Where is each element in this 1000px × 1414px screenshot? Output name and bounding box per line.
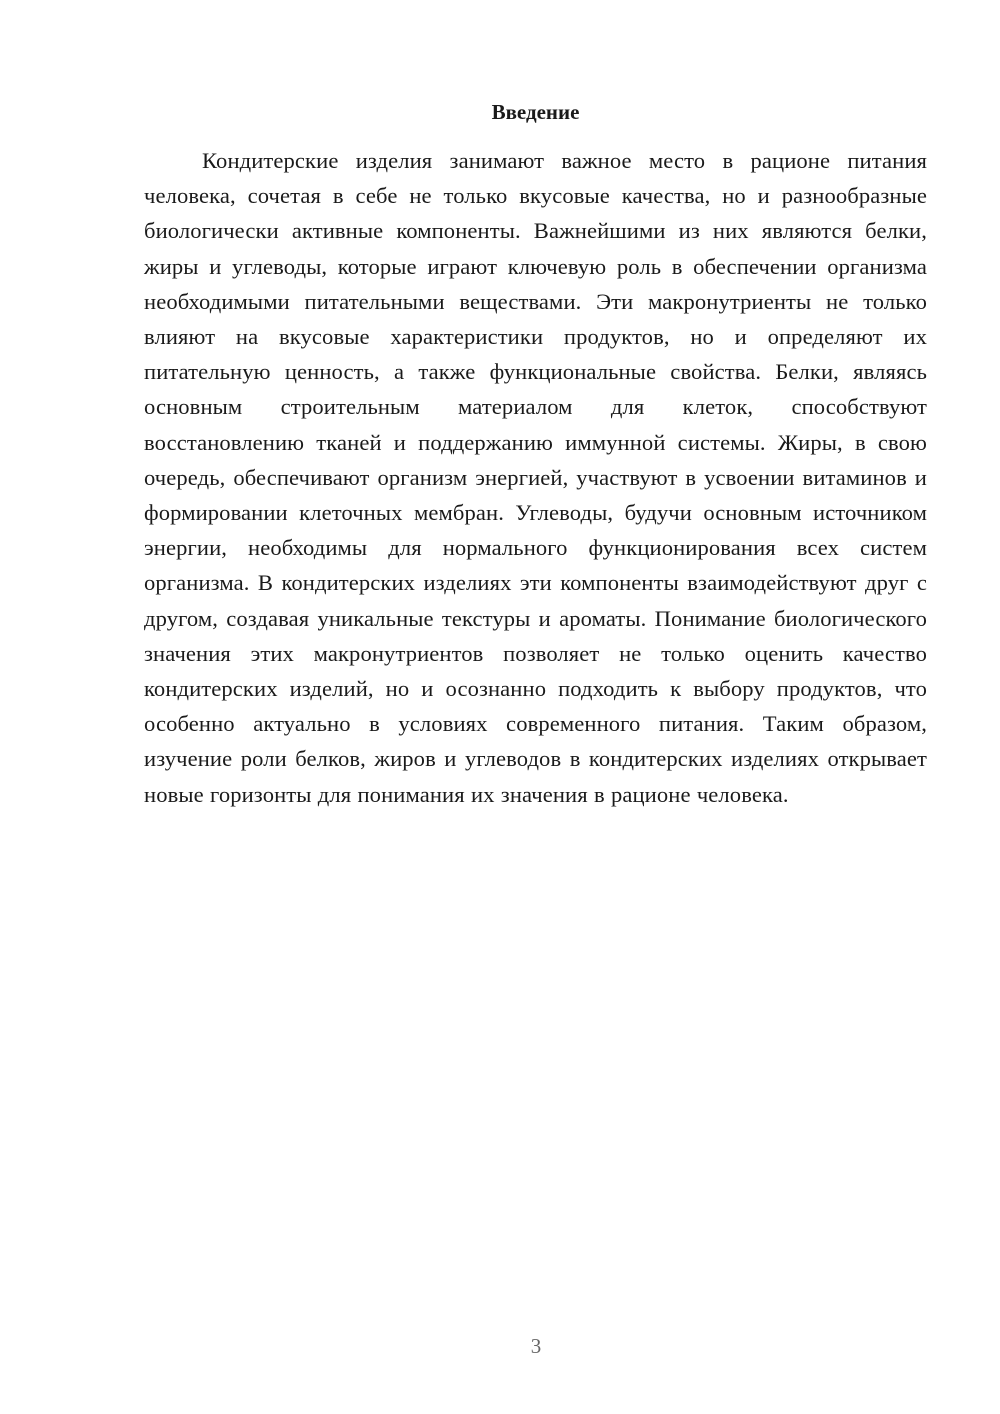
body-paragraph: Кондитерские изделия занимают важное место в рационе питания человека, сочетая в себе не только вкусовые качества, но и разнообразные биологически активные компоненты. Важнейшими из них являются белки, жиры и углеводы, которые играют ключевую роль в обеспечении организма необходимыми питательными веществами. Эти макронутриенты не только влияют на вкусовые характеристики продуктов, но и определяют их питательную ценность, а также функциональные свойства. Белки, являясь основным строительным материалом для клеток, способствуют восстановлению тканей и поддержанию иммунной системы. Жиры, в свою очередь, обеспечивают организм энергией, участвуют в усвоении витаминов и формировании клеточных мембран. Углеводы, будучи основным источником энергии, необходимы для нормального функционирования всех систем организма. В кондитерских изделиях эти компоненты взаимодействуют друг с другом, создавая уникальные текстуры и ароматы. Понимание биологического значения этих макронутриентов позволяет не только оценить качество кондитерских изделий, но и осознанно подходить к выбору продуктов, что особенно актуально в условиях современного питания. Таким образом, изучение роли белков, жиров и углеводов в кондитерских изделиях открывает новые горизонты для понимания их значения в рационе человека. (144, 148, 927, 807)
page-number: 3 (530, 1334, 542, 1358)
section-heading: Введение (491, 100, 580, 124)
